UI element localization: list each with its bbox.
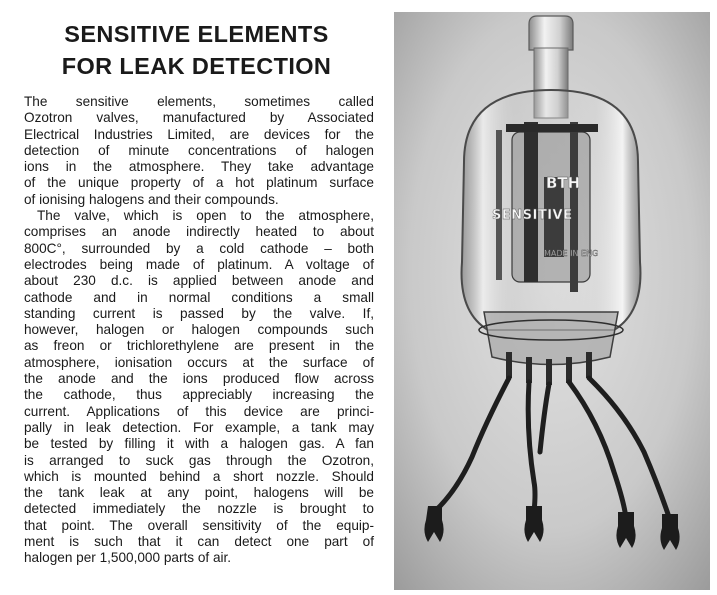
body-line: of ionising halogens and their compounds. (24, 191, 279, 207)
body-line: the cathode, thus appreciably increasing the (24, 387, 374, 403)
body-line: atmosphere, ionisation occurs at the surface of (24, 354, 374, 370)
support-rod (496, 130, 502, 280)
body-line: comprises an anode indirectly heated to about (24, 224, 374, 240)
body-line: detection of minute concentrations of halogen (24, 142, 374, 158)
body-line: is arranged to suck gas through the Ozotron, (24, 452, 374, 468)
body-line: the tank leak at any point, halogens will be (24, 485, 374, 501)
body-line: cathode and in normal conditions a small (24, 289, 374, 305)
body-line: halogen per 1,500,000 parts of air. (24, 550, 232, 566)
body-line: the anode and the ions produced flow across (24, 371, 374, 387)
body-line: which is mounted behind a short nozzle. Should (24, 468, 374, 484)
article-title (24, 18, 369, 82)
body-line: ment is such that it can detect one part of (24, 534, 374, 550)
body-line: as freon or trichlorethylene are present in the (24, 338, 374, 354)
article-body (24, 94, 374, 567)
body-line: of the unique property of a hot platinum surface (24, 175, 374, 191)
body-line: 800C°, surrounded by a cold cathode – both (24, 240, 374, 256)
body-line: however, halogen or halogen compounds such (24, 322, 374, 338)
type-label: SENSITIVE (492, 208, 573, 223)
glass-tip (529, 16, 573, 50)
body-line: Electrical Industries Limited, are devices for the (24, 126, 374, 142)
body-line: be tested by filling it with a halogen gas. A fan (24, 436, 374, 452)
body-line: The valve, which is open to the atmosphere, (37, 208, 374, 224)
body-line: electrodes being made of platinum. A voltage of (24, 256, 374, 272)
body-line: detected immediately the nozzle is brought to (24, 501, 374, 517)
body-line: that point. The overall sensitivity of the equip- (24, 517, 374, 533)
heater-bar (506, 124, 598, 132)
body-line: ions in the atmosphere. They take advantage (24, 159, 374, 175)
support-rod (570, 122, 578, 292)
title-line: SENSITIVE ELEMENTS (64, 21, 329, 47)
title-line: FOR LEAK DETECTION (61, 53, 332, 79)
ozotron-valve-photo (394, 12, 710, 590)
body-line: Ozotron valves, manufactured by Associated (24, 110, 374, 126)
body-line: The sensitive elements, sometimes called (24, 94, 374, 109)
cathode-rod (524, 122, 538, 282)
brand-label: BTH (546, 174, 581, 192)
body-line: pally in leak detection. For example, a tank may (24, 419, 374, 435)
body-line: standing current is passed by the valve. If, (24, 305, 374, 321)
body-line: current. Applications of this device are princi- (24, 403, 374, 419)
body-line: about 230 d.c. is applied between anode and (24, 273, 374, 289)
origin-label: MADE IN ENG (544, 249, 599, 258)
